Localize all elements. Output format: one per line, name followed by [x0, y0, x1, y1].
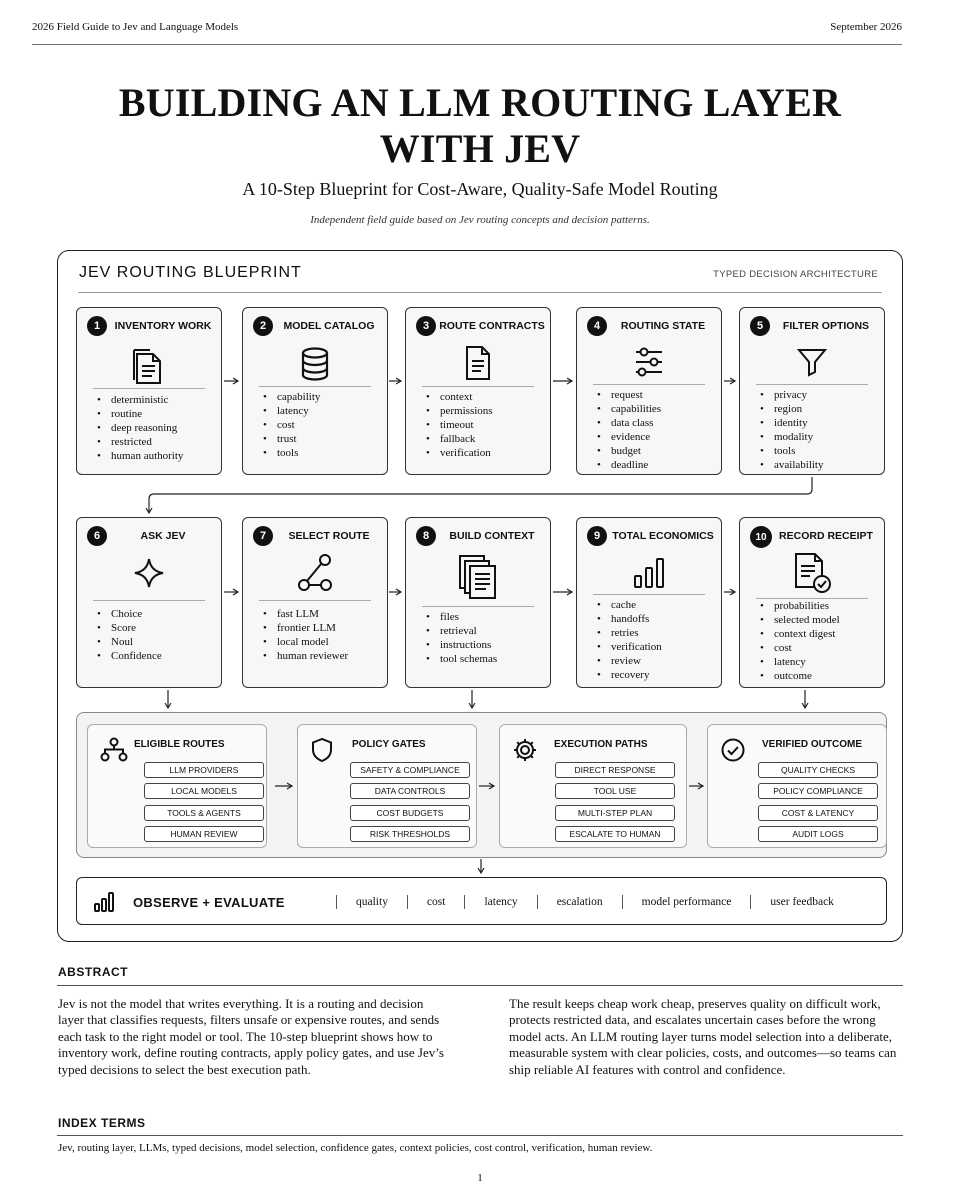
step-divider [93, 388, 205, 389]
list-item: • Confidence [97, 649, 217, 663]
step-number-badge: 7 [253, 526, 273, 546]
step-10-list [760, 599, 880, 683]
step-title: MODEL CATALOG [283, 320, 375, 332]
route-pill: HUMAN REVIEW [144, 826, 264, 842]
step-8-list [426, 610, 546, 666]
blueprint-rule [78, 292, 882, 293]
abstract-right-column: The result keeps cheap work cheap, preserves quality on difficult work, protects restricted data, and escalates uncertain cases before the wrong model acts. An LLM routing layer turns model selection into a deliberate, measurable system with clear policies, costs, and outcomes—so teams can ship reliable AI features with control and confidence. [509, 996, 897, 1077]
step-6-list [97, 607, 217, 663]
metric-separator [407, 895, 408, 909]
outcome-pill: QUALITY CHECKS [758, 762, 878, 778]
step-5-card [739, 307, 885, 475]
sparkle-icon [132, 556, 166, 595]
blueprint-title: JEV ROUTING BLUEPRINT [79, 264, 302, 281]
eligible-routes-card [87, 724, 267, 848]
running-head [32, 21, 902, 33]
metric-label: model performance [641, 896, 732, 908]
step-1-list [97, 393, 217, 463]
step-number-badge: 10 [750, 526, 772, 548]
observe-title: OBSERVE + EVALUATE [133, 895, 285, 910]
step-4-list [597, 388, 717, 472]
list-item: • deep reasoning [97, 421, 217, 435]
list-item: • recovery [597, 668, 717, 682]
policy-pill: RISK THRESHOLDS [350, 826, 470, 842]
step-title: INVENTORY WORK [114, 320, 212, 332]
step-4-card [576, 307, 722, 475]
step-divider [593, 594, 705, 595]
metric-label: quality [356, 896, 388, 908]
page-number: 1 [477, 1172, 483, 1184]
list-item: • routine [97, 407, 217, 421]
bar-chart-icon [632, 556, 666, 595]
paper-subtitle: A 10-Step Blueprint for Cost-Aware, Quality-Safe Model Routing [242, 179, 718, 199]
metric-separator [537, 895, 538, 909]
list-item: • Choice [97, 607, 217, 621]
policy-pill: COST BUDGETS [350, 805, 470, 821]
step-8-card [405, 517, 551, 688]
list-item: • restricted [97, 435, 217, 449]
step-10-card [739, 517, 885, 688]
step-number-badge: 2 [253, 316, 273, 336]
list-item: • permissions [426, 404, 546, 418]
list-item: • context [426, 390, 546, 404]
step-title: ROUTING STATE [620, 320, 706, 332]
list-item: • verification [426, 446, 546, 460]
step-title: TOTAL ECONOMICS [612, 530, 714, 542]
step-6-card [76, 517, 222, 688]
step-number-badge: 5 [750, 316, 770, 336]
list-item: • review [597, 654, 717, 668]
metric-separator [464, 895, 465, 909]
step-divider [422, 606, 534, 607]
card-title: POLICY GATES [352, 739, 426, 750]
step-9-card [576, 517, 722, 688]
stacked-documents-icon [457, 552, 499, 605]
step-number-badge: 6 [87, 526, 107, 546]
list-item: • Noul [97, 635, 217, 649]
list-item: • deterministic [97, 393, 217, 407]
abstract-left-column: Jev is not the model that writes everything. It is a routing and decision layer that classifies requests, filters unsafe or expensive routes, and sends each task to the right model or tool. The 10-step blueprint shows how to inventory work, define routing contracts, apply policy gates, and use Jev’s typed decisions to select the best execution path. [58, 996, 444, 1077]
step-7-list [263, 607, 383, 663]
step-number-badge: 4 [587, 316, 607, 336]
metric-separator [750, 895, 751, 909]
step-divider [422, 386, 534, 387]
execution-pill: MULTI-STEP PLAN [555, 805, 675, 821]
metric-label: latency [484, 896, 518, 908]
card-title: EXECUTION PATHS [554, 739, 648, 750]
hierarchy-icon [100, 737, 128, 768]
step-title: RECORD RECEIPT [779, 530, 873, 542]
step-divider [259, 386, 371, 387]
metric-label: user feedback [770, 896, 834, 908]
list-item: • cache [597, 598, 717, 612]
verified-outcome-card [707, 724, 887, 848]
running-head-left: 2026 Field Guide to Jev and Language Models [32, 21, 239, 33]
title-line-1: BUILDING AN LLM ROUTING LAYER [118, 80, 842, 125]
list-item: • evidence [597, 430, 717, 444]
database-icon [299, 346, 331, 387]
list-item: • handoffs [597, 612, 717, 626]
route-pill: LLM PROVIDERS [144, 762, 264, 778]
execution-pill: DIRECT RESPONSE [555, 762, 675, 778]
document-icon [131, 346, 167, 391]
header-rule [32, 44, 902, 45]
list-item: • context digest [760, 627, 880, 641]
list-item: • capability [263, 390, 383, 404]
list-item: • probabilities [760, 599, 880, 613]
metric-separator [336, 895, 337, 909]
step-number-badge: 8 [416, 526, 436, 546]
list-item: • files [426, 610, 546, 624]
outcome-pill: COST & LATENCY [758, 805, 878, 821]
list-item: • data class [597, 416, 717, 430]
step-title: ASK JEV [140, 530, 186, 542]
abstract-heading: ABSTRACT [58, 965, 128, 979]
step-title: ROUTE CONTRACTS [439, 320, 545, 332]
step-number-badge: 3 [416, 316, 436, 336]
list-item: • cost [760, 641, 880, 655]
list-item: • region [760, 402, 880, 416]
list-item: • request [597, 388, 717, 402]
outcome-pill: AUDIT LOGS [758, 826, 878, 842]
list-item: • fallback [426, 432, 546, 446]
step-divider [259, 600, 371, 601]
list-item: • outcome [760, 669, 880, 683]
route-pill: TOOLS & AGENTS [144, 805, 264, 821]
list-item: • budget [597, 444, 717, 458]
list-item: • instructions [426, 638, 546, 652]
step-divider [93, 600, 205, 601]
paper-title [0, 80, 960, 172]
observe-evaluate-bar [76, 877, 887, 925]
card-title: VERIFIED OUTCOME [762, 739, 863, 750]
step-2-card [242, 307, 388, 475]
step-1-card [76, 307, 222, 475]
route-icon [295, 552, 335, 599]
step-7-card [242, 517, 388, 688]
execution-pill: ESCALATE TO HUMAN [555, 826, 675, 842]
observe-metrics [317, 895, 878, 909]
list-item: • availability [760, 458, 880, 472]
index-terms-heading: INDEX TERMS [58, 1116, 146, 1130]
running-head-right: September 2026 [830, 21, 902, 33]
step-3-card [405, 307, 551, 475]
list-item: • modality [760, 430, 880, 444]
blueprint-tag: TYPED DECISION ARCHITECTURE [713, 269, 878, 280]
list-item: • identity [760, 416, 880, 430]
step-2-list [263, 390, 383, 460]
list-item: • local model [263, 635, 383, 649]
list-item: • trust [263, 432, 383, 446]
list-item: • capabilities [597, 402, 717, 416]
metric-separator [622, 895, 623, 909]
list-item: • fast LLM [263, 607, 383, 621]
sliders-icon [633, 346, 665, 383]
policy-pill: SAFETY & COMPLIANCE [350, 762, 470, 778]
list-item: • cost [263, 418, 383, 432]
list-item: • tool schemas [426, 652, 546, 666]
list-item: • timeout [426, 418, 546, 432]
execution-paths-card [499, 724, 687, 848]
list-item: • selected model [760, 613, 880, 627]
list-item: • human authority [97, 449, 217, 463]
execution-pill: TOOL USE [555, 783, 675, 799]
title-line-2: WITH JEV [379, 126, 581, 171]
outcome-pill: POLICY COMPLIANCE [758, 783, 878, 799]
step-title: BUILD CONTEXT [449, 530, 535, 542]
step-number-badge: 1 [87, 316, 107, 336]
list-item: • tools [263, 446, 383, 460]
shield-icon [310, 737, 334, 768]
index-terms-text: Jev, routing layer, LLMs, typed decisions, model selection, confidence gates, context policies, cost control, verification, human review. [58, 1142, 653, 1154]
metric-label: escalation [556, 896, 603, 908]
route-pill: LOCAL MODELS [144, 783, 264, 799]
step-5-list [760, 388, 880, 472]
policy-gates-card [297, 724, 477, 848]
list-item: • human reviewer [263, 649, 383, 663]
card-title: ELIGIBLE ROUTES [134, 739, 225, 750]
list-item: • verification [597, 640, 717, 654]
check-circle-icon [720, 737, 746, 768]
list-item: • Score [97, 621, 217, 635]
list-item: • latency [263, 404, 383, 418]
step-divider [756, 384, 868, 385]
byline: Independent field guide based on Jev routing concepts and decision patterns. [310, 214, 650, 226]
list-item: • frontier LLM [263, 621, 383, 635]
step-3-list [426, 390, 546, 460]
list-item: • privacy [760, 388, 880, 402]
index-terms-rule [57, 1135, 903, 1136]
list-item: • deadline [597, 458, 717, 472]
gear-icon [512, 737, 538, 768]
contract-icon [463, 344, 493, 387]
metric-label: cost [426, 896, 446, 908]
bar-chart-icon [93, 891, 115, 918]
step-9-list [597, 598, 717, 682]
step-divider [593, 384, 705, 385]
policy-pill: DATA CONTROLS [350, 783, 470, 799]
step-title: FILTER OPTIONS [782, 320, 870, 332]
step-number-badge: 9 [587, 526, 607, 546]
list-item: • retries [597, 626, 717, 640]
abstract-rule [57, 985, 903, 986]
list-item: • tools [760, 444, 880, 458]
step-title: SELECT ROUTE [288, 530, 370, 542]
list-item: • latency [760, 655, 880, 669]
list-item: • retrieval [426, 624, 546, 638]
receipt-check-icon [791, 551, 833, 600]
funnel-icon [796, 346, 828, 383]
